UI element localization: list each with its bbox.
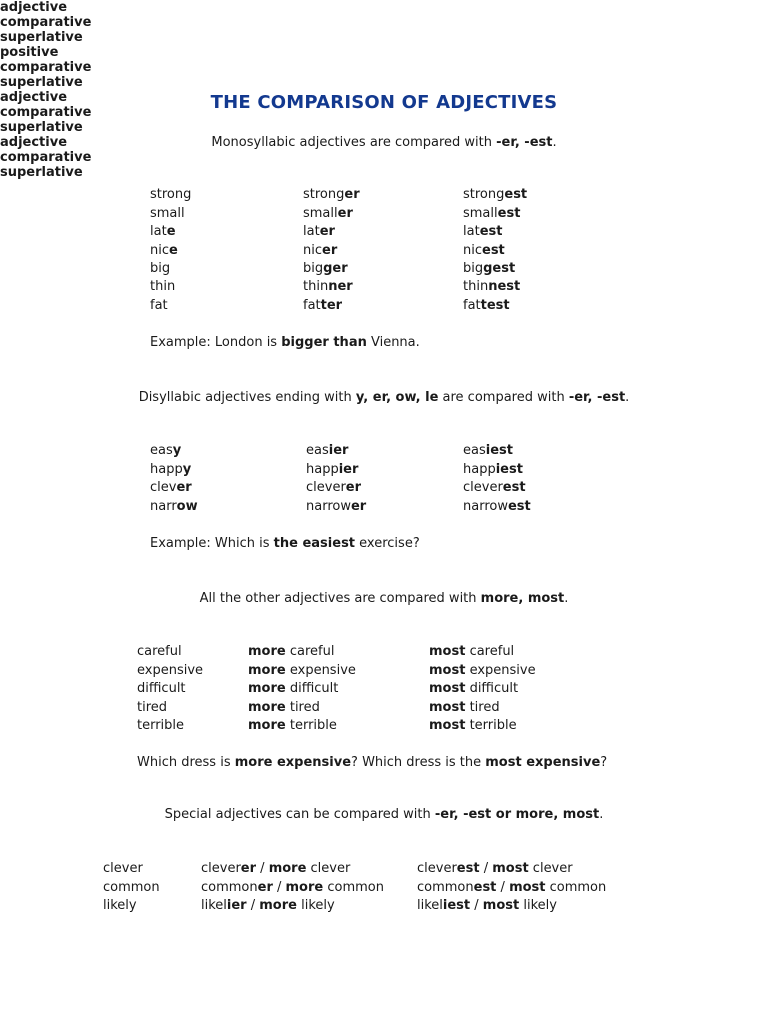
table-cell: terrible (137, 718, 185, 733)
table-cell: latest (463, 224, 503, 240)
section3-example: Which dress is more expensive? Which dress is the most expensive? (137, 755, 608, 770)
table-cell: difficult (137, 681, 186, 697)
table-cell: happiest (463, 461, 523, 477)
table-cell: thin (150, 279, 176, 295)
table-cell: nicest (463, 242, 505, 258)
table-cell: cleverer / more clever (201, 861, 351, 877)
section1-example: Example: London is bigger than Vienna. (150, 335, 420, 350)
table-cell: most expensive (429, 662, 536, 678)
column-header-comparative: comparative (0, 150, 92, 165)
table-cell: common (103, 879, 160, 895)
table-cell: fatter (303, 297, 343, 313)
table-cell: happy (150, 461, 192, 477)
table-cell: narrow (150, 498, 198, 514)
table-cell: commonest / most common (417, 879, 607, 895)
column-header-comparative: comparative (0, 15, 92, 30)
table-cell: bigger (303, 261, 348, 276)
table-cell: likelier / more likely (201, 898, 335, 914)
table-cell: more terrible (248, 718, 337, 733)
table-cell: commoner / more common (201, 879, 384, 895)
table-cell: cleverest (463, 480, 526, 496)
section1-intro: Monosyllabic adjectives are compared with -er, -est. (211, 135, 557, 150)
table-cell: more tired (248, 699, 320, 715)
table-cell: most tired (429, 699, 500, 715)
table-cell: fat (150, 297, 168, 313)
table-cell: thinnest (463, 279, 521, 295)
table-cell: clever (103, 861, 143, 877)
table-cell: most careful (429, 644, 515, 660)
table-cell: narrowest (463, 498, 531, 514)
table-cell: more expensive (248, 662, 356, 678)
table-cell: smallest (463, 205, 521, 221)
column-header-superlative: superlative (0, 165, 83, 180)
table-cell: tired (137, 699, 168, 715)
section2-example: Example: Which is the easiest exercise? (150, 536, 420, 551)
table-cell: cleverest / most clever (417, 861, 573, 877)
table-cell: narrower (306, 498, 367, 514)
table-cell: more difficult (248, 681, 339, 697)
table-cell: strongest (463, 187, 528, 203)
table-cell: later (303, 224, 335, 240)
table-cell: strong (150, 187, 192, 203)
table-cell: likely (103, 898, 137, 914)
table-cell: nicer (303, 242, 338, 258)
table-cell: nice (150, 242, 178, 258)
table-cell: fattest (463, 297, 510, 313)
table-cell: clever (150, 480, 192, 496)
table-cell: big (150, 261, 171, 276)
table-cell: careful (137, 644, 182, 660)
column-header-superlative: superlative (0, 75, 83, 90)
table-cell: easier (306, 443, 349, 459)
section2-intro: Disyllabic adjectives ending with y, er, ow, le are compared with -er, -est. (138, 390, 630, 405)
table-cell: more careful (248, 644, 335, 660)
table-cell: happier (306, 461, 359, 477)
column-header-adjective: adjective (0, 0, 68, 15)
column-header-comparative: comparative (0, 105, 92, 120)
table-cell: small (150, 205, 185, 221)
table-cell: most terrible (429, 718, 517, 733)
column-header-adjective: adjective (0, 135, 68, 150)
section4-intro: Special adjectives can be compared with -er, -est or more, most. (164, 807, 604, 822)
table-cell: thinner (303, 279, 353, 295)
table-cell: biggest (463, 261, 516, 276)
column-header-adjective: adjective (0, 90, 68, 105)
table-cell: cleverer (306, 480, 362, 496)
table-cell: stronger (303, 187, 360, 203)
column-header-superlative: superlative (0, 30, 83, 45)
column-header-positive: positive (0, 45, 59, 60)
page-title: THE COMPARISON OF ADJECTIVES (210, 92, 558, 113)
column-header-comparative: comparative (0, 60, 92, 75)
table-cell: smaller (303, 205, 353, 221)
table-cell: most difficult (429, 681, 519, 697)
column-header-superlative: superlative (0, 120, 83, 135)
table-cell: late (150, 224, 176, 240)
section3-intro: All the other adjectives are compared with more, most. (199, 591, 569, 606)
table-cell: expensive (137, 662, 204, 678)
table-cell: easiest (463, 443, 513, 459)
table-cell: likeliest / most likely (417, 898, 557, 914)
table-cell: easy (150, 443, 182, 459)
